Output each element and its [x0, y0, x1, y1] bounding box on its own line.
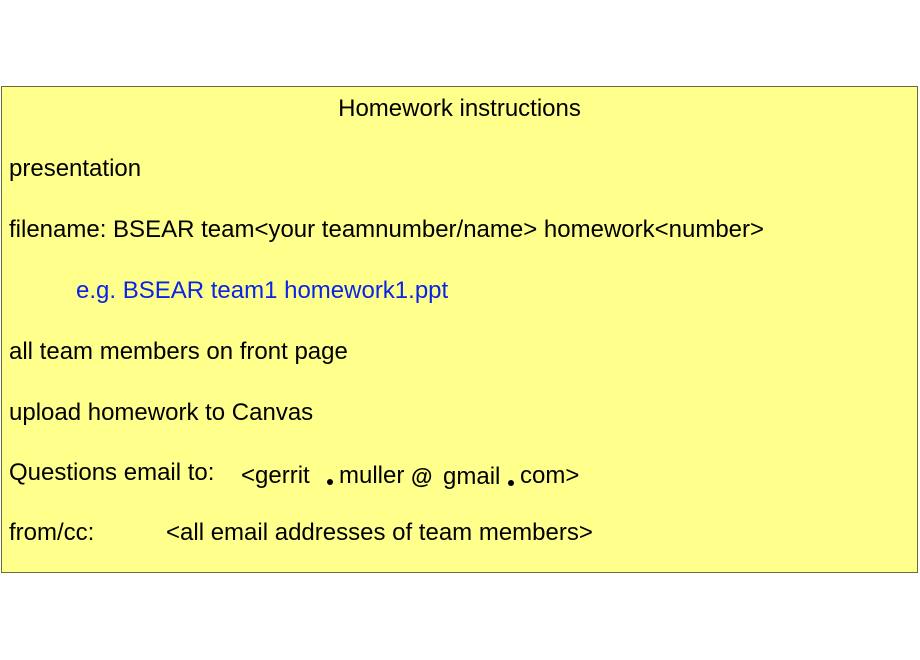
questions-label: Questions email to: — [9, 459, 215, 486]
from-cc-line — [9, 519, 709, 549]
upload-line: upload homework to Canvas — [9, 399, 314, 426]
panel-title: Homework instructions — [338, 95, 581, 122]
email-tld-part: com> — [520, 462, 580, 489]
email-user-part: <gerrit — [241, 462, 310, 489]
example-filename-line: e.g. BSEAR team1 homework1.ppt — [76, 277, 449, 304]
presentation-line: presentation — [9, 155, 142, 182]
questions-line — [9, 459, 609, 489]
email-dot-separator — [327, 479, 333, 485]
email-domain-part: gmail — [443, 463, 501, 490]
from-cc-value: <all email addresses of team members> — [166, 519, 593, 546]
instructions-panel — [1, 86, 918, 573]
at-sign-icon: @ — [411, 464, 433, 489]
email-dot-separator — [508, 480, 514, 486]
from-cc-label: from/cc: — [9, 519, 95, 546]
filename-line: filename: BSEAR team<your teamnumber/name> homework<number> — [9, 216, 765, 243]
email-name-part: muller — [339, 462, 405, 489]
members-line: all team members on front page — [9, 338, 348, 365]
